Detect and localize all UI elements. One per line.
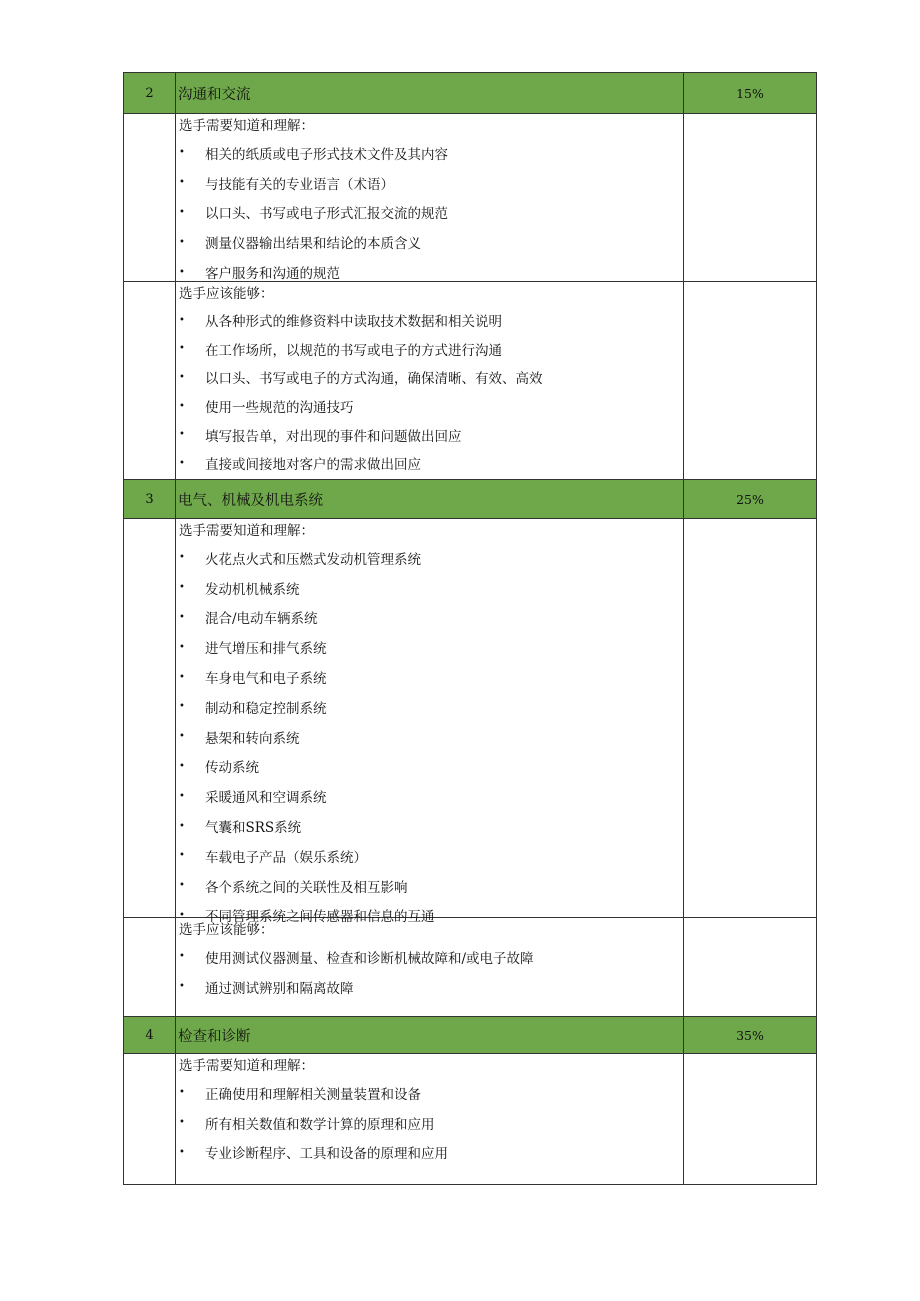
section-title: 沟通和交流 [175,73,683,113]
empty-cell [683,1054,816,1184]
empty-cell [683,918,816,1016]
section-number: 4 [145,1027,154,1043]
empty-cell [124,519,175,930]
bullet-icon: • [179,880,185,892]
section-header [124,73,816,113]
list-label: 选手需要知道和理解： [179,118,314,134]
list-item: • 悬架和转向系统 [179,730,300,747]
bullet-icon: • [179,206,185,218]
list-item: • 车身电气和电子系统 [179,671,327,688]
list-item: • 混合/电动车辆系统 [179,611,318,628]
list-item: • 以口头、书写或电子形式汇报交流的规范 [179,206,448,223]
list-item: • 不同管理系统之间传感器和信息的互通 [179,909,435,926]
able-list [175,282,683,479]
list-item: • 气囊和SRS系统 [179,820,302,837]
empty-cell [683,519,816,930]
list-item: • 在工作场所，以规范的书写或电子的方式进行沟通 [179,342,502,359]
bullet-icon: • [179,641,185,653]
list-label: 选手应该能够： [179,922,274,938]
know-row [124,1053,816,1184]
empty-cell [124,918,175,1016]
able-list [175,918,683,1016]
list-item: • 火花点火式和压燃式发动机管理系统 [179,551,421,568]
empty-cell [124,282,175,479]
list-label: 选手应该能够： [179,286,274,302]
bullet-icon: • [179,457,185,469]
bullet-icon: • [179,400,185,412]
list-item: • 各个系统之间的关联性及相互影响 [179,879,408,896]
bullet-icon: • [179,909,185,921]
list-item: • 使用一些规范的沟通技巧 [179,400,354,417]
list-item: • 直接或间接地对客户的需求做出回应 [179,457,421,474]
section-weight: 35% [683,1017,816,1053]
section-weight: 15% [683,73,816,113]
list-item: • 车载电子产品（娱乐系统） [179,849,367,866]
bullet-icon: • [179,981,185,993]
section-header [124,1016,816,1053]
section-number: 2 [145,85,154,101]
bullet-icon: • [179,790,185,802]
list-item: • 与技能有关的专业语言（术语） [179,176,394,193]
list-item: • 使用测试仪器测量、检查和诊断机械故障和/或电子故障 [179,950,534,967]
bullet-icon: • [179,314,185,326]
bullet-icon: • [179,147,185,159]
bullet-icon: • [179,760,185,772]
list-item: • 以口头、书写或电子的方式沟通，确保清晰、有效、高效 [179,371,543,388]
empty-cell [124,1054,175,1184]
bullet-icon: • [179,1087,185,1099]
list-item: • 客户服务和沟通的规范 [179,266,340,283]
section-weight: 25% [683,480,816,518]
list-item: • 传动系统 [179,760,259,777]
bullet-icon: • [179,731,185,743]
bullet-icon: • [179,1146,185,1158]
bullet-icon: • [179,371,185,383]
know-list [175,519,683,930]
section-title: 检查和诊断 [175,1017,683,1053]
list-item: • 从各种形式的维修资料中读取技术数据和相关说明 [179,314,502,331]
standards-table [123,72,817,1185]
list-item: • 制动和稳定控制系统 [179,700,327,717]
bullet-icon: • [179,343,185,355]
list-item: • 测量仪器输出结果和结论的本质含义 [179,236,421,253]
section-number: 3 [145,491,154,507]
empty-cell [683,114,816,287]
bullet-icon: • [179,611,185,623]
bullet-icon: • [179,701,185,713]
section-header [124,479,816,518]
list-item: • 通过测试辨别和隔离故障 [179,980,354,997]
know-list [175,114,683,287]
know-list [175,1054,683,1184]
section-title: 电气、机械及机电系统 [175,480,683,518]
list-item: • 正确使用和理解相关测量装置和设备 [179,1086,421,1103]
empty-cell [124,114,175,287]
bullet-icon: • [179,236,185,248]
able-row [124,281,816,479]
bullet-icon: • [179,582,185,594]
list-item: • 所有相关数值和数学计算的原理和应用 [179,1116,435,1133]
list-item: • 进气增压和排气系统 [179,641,327,658]
empty-cell [683,282,816,479]
bullet-icon: • [179,1117,185,1129]
list-item: • 填写报告单，对出现的事件和问题做出回应 [179,428,462,445]
know-row [124,518,816,926]
bullet-icon: • [179,951,185,963]
bullet-icon: • [179,266,185,278]
bullet-icon: • [179,177,185,189]
list-item: • 发动机机械系统 [179,581,300,598]
bullet-icon: • [179,429,185,441]
bullet-icon: • [179,820,185,832]
bullet-icon: • [179,552,185,564]
list-item: • 专业诊断程序、工具和设备的原理和应用 [179,1146,448,1163]
list-label: 选手需要知道和理解： [179,1058,314,1074]
able-row [124,917,816,1016]
list-item: • 采暖通风和空调系统 [179,790,327,807]
bullet-icon: • [179,850,185,862]
bullet-icon: • [179,671,185,683]
list-item: • 相关的纸质或电子形式技术文件及其内容 [179,146,448,163]
know-row [124,113,816,281]
list-label: 选手需要知道和理解： [179,523,314,539]
